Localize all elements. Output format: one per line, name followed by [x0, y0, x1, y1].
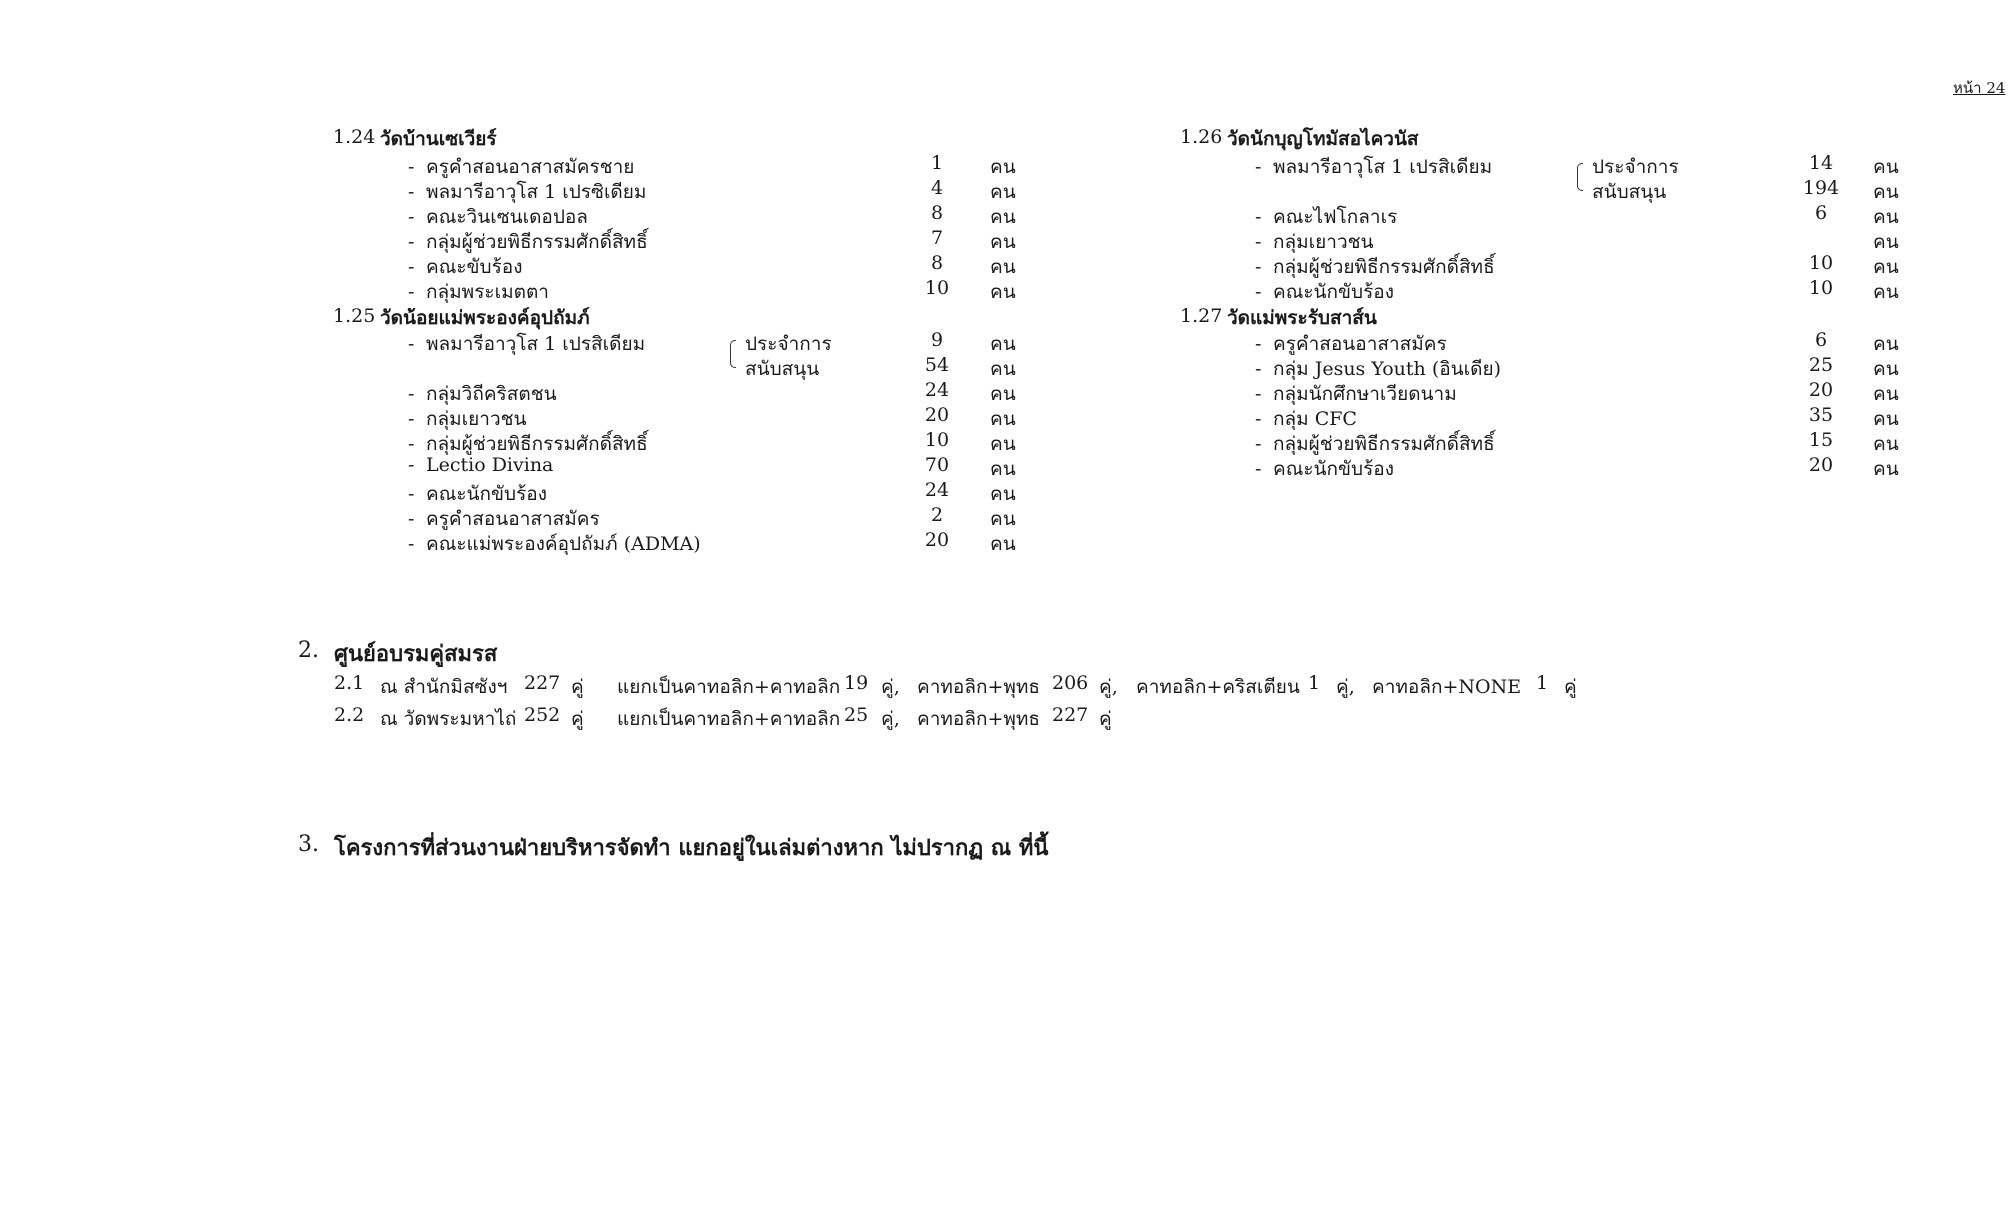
item-count: 10	[1808, 277, 1834, 299]
item-label: Lectio Divina	[426, 454, 554, 476]
item-unit: คน	[990, 333, 1016, 355]
item-unit: คน	[1873, 181, 1899, 203]
row-unit: คู่	[1099, 708, 1112, 730]
row-unit: คู่	[571, 676, 584, 698]
row-unit: คู่	[571, 708, 584, 730]
item-unit: คน	[1873, 156, 1899, 178]
row-label: คาทอลิก+พุทธ	[917, 676, 1041, 698]
section-number-1-27: 1.27	[1180, 305, 1223, 327]
item-label: กลุ่ม CFC	[1273, 408, 1357, 430]
item-count: 20	[1808, 379, 1834, 401]
list-item: - Lectio Divina	[408, 454, 554, 476]
item-label: กลุ่มเยาวชน	[426, 408, 527, 430]
item-label: ครูคำสอนอาสาสมัคร	[426, 508, 600, 530]
item-count: 4	[930, 177, 944, 199]
item-count: 24	[924, 479, 950, 501]
sub-label: สนับสนุน	[745, 358, 820, 380]
list-item: - กลุ่มผู้ช่วยพิธีกรรมศักดิ์สิทธิ์	[408, 433, 648, 455]
item-count: 194	[1802, 177, 1840, 199]
section-title-1-27: วัดแม่พระรับสาส์น	[1227, 307, 1377, 329]
item-unit: คน	[1873, 383, 1899, 405]
item-label: ครูคำสอนอาสาสมัคร	[1273, 333, 1447, 355]
item-label: กลุ่ม Jesus Youth (อินเดีย)	[1273, 358, 1502, 380]
item-label: คณะขับร้อง	[426, 256, 523, 278]
item-count: 20	[1808, 454, 1834, 476]
item-count: 14	[1808, 152, 1834, 174]
item-label: กลุ่มผู้ช่วยพิธีกรรมศักดิ์สิทธิ์	[1273, 433, 1495, 455]
list-item: - พลมารีอาวุโส 1 เปรสิเดียม	[408, 333, 646, 355]
item-label: ครูคำสอนอาสาสมัครชาย	[426, 156, 635, 178]
list-item: - พลมารีอาวุโส 1 เปรซิเดียม	[408, 181, 647, 203]
item-unit: คน	[990, 508, 1016, 530]
list-item: - คณะนักขับร้อง	[1255, 458, 1394, 480]
item-count: 7	[930, 227, 944, 249]
section-title-1-25: วัดน้อยแม่พระองค์อุปถัมภ์	[380, 307, 590, 329]
list-item: - กลุ่มวิถีคริสตชน	[408, 383, 557, 405]
item-count: 15	[1808, 429, 1834, 451]
item-unit: คน	[990, 433, 1016, 455]
item-count: 20	[924, 529, 950, 551]
section-number-1-24: 1.24	[333, 126, 376, 148]
item-count: 9	[930, 329, 944, 351]
item-label: กลุ่มผู้ช่วยพิธีกรรมศักดิ์สิทธิ์	[1273, 256, 1495, 278]
row-count: 19	[844, 672, 869, 694]
item-label: กลุ่มผู้ช่วยพิธีกรรมศักดิ์สิทธิ์	[426, 231, 648, 253]
item-count: 6	[1814, 329, 1828, 351]
item-label: คณะแม่พระองค์อุปถัมภ์ (ADMA)	[426, 533, 701, 555]
item-unit: คน	[1873, 256, 1899, 278]
item-count: 1	[930, 152, 944, 174]
list-item: - กลุ่มพระเมตตา	[408, 281, 549, 303]
sub-label: สนับสนุน	[1592, 181, 1667, 203]
row-unit: คู่,	[1099, 676, 1118, 698]
list-item: - กลุ่มผู้ช่วยพิธีกรรมศักดิ์สิทธิ์	[1255, 256, 1495, 278]
list-item: - กลุ่ม Jesus Youth (อินเดีย)	[1255, 358, 1502, 380]
bracket	[730, 340, 736, 368]
section-3-title: โครงการที่ส่วนงานฝ่ายบริหารจัดทำ แยกอยู่ในเล่มต่างหาก ไม่ปรากฏ ณ ที่นี้	[334, 836, 1049, 861]
row-count: 1	[1308, 672, 1321, 694]
row-total: 252	[524, 704, 561, 726]
list-item: - พลมารีอาวุโส 1 เปรสิเดียม	[1255, 156, 1493, 178]
item-unit: คน	[1873, 281, 1899, 303]
item-unit: คน	[1873, 333, 1899, 355]
sub-label: ประจำการ	[1592, 156, 1679, 178]
row-unit: คู่,	[1336, 676, 1355, 698]
row-unit: คู่,	[881, 708, 900, 730]
row-unit: คู่	[1564, 676, 1577, 698]
item-count: 24	[924, 379, 950, 401]
section-2-title: ศูนย์อบรมคู่สมรส	[334, 642, 498, 667]
item-unit: คน	[1873, 408, 1899, 430]
item-label: พลมารีอาวุโส 1 เปรสิเดียม	[426, 333, 646, 355]
item-unit: คน	[990, 358, 1016, 380]
list-item: - คณะแม่พระองค์อุปถัมภ์ (ADMA)	[408, 533, 701, 555]
item-label: กลุ่มพระเมตตา	[426, 281, 549, 303]
item-unit: คน	[990, 483, 1016, 505]
list-item: - คณะวินเซนเดอปอล	[408, 206, 588, 228]
row-place: ณ วัดพระมหาไถ่	[380, 708, 517, 730]
item-count: 70	[924, 454, 950, 476]
row-label: คาทอลิก+คริสเตียน	[1136, 676, 1300, 698]
item-unit: คน	[990, 458, 1016, 480]
item-unit: คน	[990, 256, 1016, 278]
sub-label: ประจำการ	[745, 333, 832, 355]
item-unit: คน	[990, 156, 1016, 178]
item-label: คณะไฟโกลาเร	[1273, 206, 1398, 228]
list-item: - กลุ่มผู้ช่วยพิธีกรรมศักดิ์สิทธิ์	[1255, 433, 1495, 455]
list-item: - กลุ่มผู้ช่วยพิธีกรรมศักดิ์สิทธิ์	[408, 231, 648, 253]
item-count: 25	[1808, 354, 1834, 376]
item-count: 35	[1808, 404, 1834, 426]
list-item: - ครูคำสอนอาสาสมัครชาย	[408, 156, 635, 178]
item-count: 20	[924, 404, 950, 426]
item-label: คณะวินเซนเดอปอล	[426, 206, 588, 228]
list-item: - กลุ่มเยาวชน	[1255, 231, 1374, 253]
list-item: - คณะขับร้อง	[408, 256, 523, 278]
row-split-label: แยกเป็นคาทอลิก+คาทอลิก	[617, 676, 841, 698]
item-unit: คน	[990, 408, 1016, 430]
section-title-1-24: วัดบ้านเซเวียร์	[380, 128, 497, 150]
item-unit: คน	[990, 181, 1016, 203]
list-item: - กลุ่ม CFC	[1255, 408, 1357, 430]
item-unit: คน	[1873, 231, 1899, 253]
item-unit: คน	[990, 231, 1016, 253]
row-count: 206	[1052, 672, 1089, 694]
list-item: - คณะไฟโกลาเร	[1255, 206, 1398, 228]
section-number-1-25: 1.25	[333, 305, 376, 327]
row-count: 1	[1536, 672, 1549, 694]
item-count: 2	[930, 504, 944, 526]
row-total: 227	[524, 672, 561, 694]
list-item: - คณะนักขับร้อง	[1255, 281, 1394, 303]
item-unit: คน	[1873, 206, 1899, 228]
list-item: - กลุ่มเยาวชน	[408, 408, 527, 430]
item-unit: คน	[1873, 433, 1899, 455]
row-place: ณ สำนักมิสซังฯ	[380, 676, 508, 698]
row-number: 2.1	[334, 672, 365, 694]
section-3-number: 3.	[298, 832, 319, 857]
item-count: 8	[930, 202, 944, 224]
item-count: 10	[1808, 252, 1834, 274]
list-item: - กลุ่มนักศึกษาเวียดนาม	[1255, 383, 1457, 405]
item-label: คณะนักขับร้อง	[426, 483, 547, 505]
item-unit: คน	[990, 206, 1016, 228]
list-item: - ครูคำสอนอาสาสมัคร	[1255, 333, 1447, 355]
row-count: 25	[844, 704, 869, 726]
item-count: 54	[924, 354, 950, 376]
item-unit: คน	[990, 281, 1016, 303]
item-label: กลุ่มวิถีคริสตชน	[426, 383, 557, 405]
page-number: หน้า 24	[1953, 79, 2006, 97]
item-label: คณะนักขับร้อง	[1273, 458, 1394, 480]
item-unit: คน	[990, 383, 1016, 405]
row-split-label: แยกเป็นคาทอลิก+คาทอลิก	[617, 708, 841, 730]
item-count: 10	[924, 277, 950, 299]
row-label: คาทอลิก+พุทธ	[917, 708, 1041, 730]
list-item: - คณะนักขับร้อง	[408, 483, 547, 505]
item-count: 10	[924, 429, 950, 451]
item-unit: คน	[1873, 458, 1899, 480]
item-count: 8	[930, 252, 944, 274]
item-label: กลุ่มนักศึกษาเวียดนาม	[1273, 383, 1457, 405]
item-label: พลมารีอาวุโส 1 เปรซิเดียม	[426, 181, 647, 203]
item-label: กลุ่มผู้ช่วยพิธีกรรมศักดิ์สิทธิ์	[426, 433, 648, 455]
item-unit: คน	[990, 533, 1016, 555]
row-label: คาทอลิก+NONE	[1372, 676, 1522, 698]
section-number-1-26: 1.26	[1180, 126, 1223, 148]
bracket	[1577, 163, 1583, 191]
section-title-1-26: วัดนักบุญโทมัสอไควนัส	[1227, 128, 1419, 150]
item-count: 6	[1814, 202, 1828, 224]
row-count: 227	[1052, 704, 1089, 726]
item-label: คณะนักขับร้อง	[1273, 281, 1394, 303]
list-item: - ครูคำสอนอาสาสมัคร	[408, 508, 600, 530]
row-number: 2.2	[334, 704, 365, 726]
item-label: กลุ่มเยาวชน	[1273, 231, 1374, 253]
section-2-number: 2.	[298, 638, 319, 663]
row-unit: คู่,	[881, 676, 900, 698]
item-unit: คน	[1873, 358, 1899, 380]
item-label: พลมารีอาวุโส 1 เปรสิเดียม	[1273, 156, 1493, 178]
